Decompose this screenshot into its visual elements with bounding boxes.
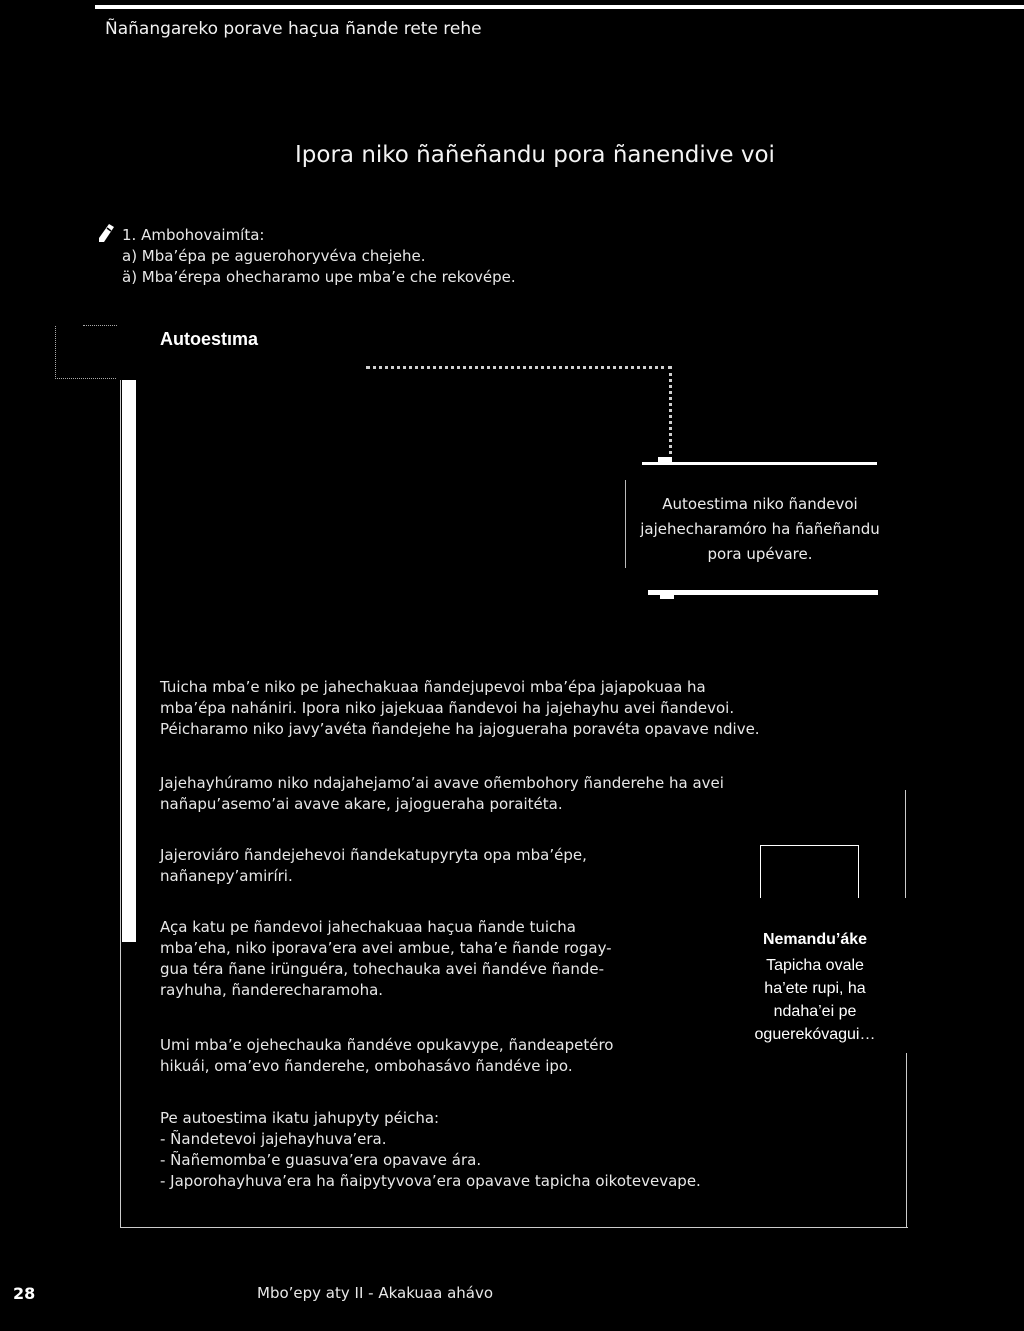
list-item: - Japorohayhuva’era ha ñaipytyvova’era opavave tapicha oikotevevape. [160,1172,701,1190]
section-frame-right-lower [906,1053,907,1228]
paragraph-4 [160,917,612,1001]
paragraph-5 [160,1035,613,1077]
paragraph-line: Jajehayhúramo niko ndajahejamo’ai avave oñembohory ñanderehe ha avei [160,774,724,792]
page-title: Ipora niko ñañeñandu pora ñanendive voi [295,142,775,168]
definition-side-rule [625,480,626,568]
dotted-connector-horizontal [366,366,672,369]
paragraph-line: nañapu’asemo’ai avave akare, jajogueraha poraitéta. [160,795,563,813]
page-number: 28 [13,1284,36,1303]
section-frame-bottom [120,1227,908,1228]
definition-text: Autoestima niko ñandevoi jajehecharamóro ha ñañeñandu pora upévare. [640,495,880,563]
paragraph-2 [160,773,724,815]
paragraph-line: mba’eha, niko iporava’era avei ambue, taha’e ñande rogay- [160,939,612,957]
note-text [720,954,910,1046]
dotted-corner-frame-top [83,325,117,326]
dotted-corner-frame [55,326,116,379]
paragraph-1 [160,677,760,740]
section-frame-right-upper [905,790,906,898]
list-item: - Ñañemomba’e guasuva’era opavave ára. [160,1151,482,1169]
note-title: Nemandu’áke [762,931,868,948]
paragraph-line: Jajeroviáro ñandejehevoi ñandekatupyryta opa mba’épe, [160,846,587,864]
definition-bottom-rule [648,590,878,595]
paragraph-6 [160,1108,701,1192]
paragraph-line: rayhuha, ñanderecharamoha. [160,981,384,999]
section-heading: Autoestıma [160,329,259,349]
note-line: ha’ete rupi, ha [764,980,866,997]
top-rule [95,5,1024,9]
section-frame-left [120,380,121,1228]
paragraph-line: Aça katu pe ñandevoi jahechakuaa haçua ñande tuicha [160,918,577,936]
activity-block [122,225,516,288]
note-frame [760,845,859,898]
running-head: Ñañangareko porave haçua ñande rete rehe [105,19,482,39]
paragraph-line: nañanepy’amiríri. [160,867,293,885]
activity-question-b: ä) Mba’érepa ohecharamo upe mba’e che rekovépe. [122,268,516,286]
paragraph-line: mba’épa nahániri. Ipora niko jajekuaa ñandevoi ha jajehayhu avei ñandevoi. [160,699,735,717]
footer-text: Mbo’epy aty II - Akakuaa ahávo [257,1284,494,1302]
note-line: ndaha’ei pe [773,1003,857,1020]
activity-instruction: 1. Ambohovaimíta: [122,226,265,244]
paragraph-line: Pe autoestima ikatu jahupyty péicha: [160,1109,440,1127]
paragraph-line: Umi mba’e ojehechauka ñandéve opukavype, ñandeapetéro [160,1036,614,1054]
activity-question-a: a) Mba’épa pe aguerohoryvéva chejehe. [122,247,426,265]
paragraph-line: hikuái, oma’evo ñanderehe, ombohasávo ñandéve ipo. [160,1057,573,1075]
paragraph-3 [160,845,587,887]
section-left-bar [122,380,136,942]
paragraph-line: gua téra ñane irünguéra, tohechauka avei ñandéve ñande- [160,960,604,978]
dotted-connector-vertical [669,366,672,454]
definition-top-rule [642,462,877,465]
paragraph-line: Péicharamo niko javy’avéta ñandejehe ha jajogueraha poravéta opavave ndive. [160,720,760,738]
note-line: oguerekóvagui… [754,1026,876,1043]
paragraph-line: Tuicha mba’e niko pe jahechakuaa ñandejupevoi mba’épa jajapokuaa ha [160,678,706,696]
note-line: Tapicha ovale [766,957,864,974]
definition-bottom-cap [660,594,674,599]
pencil-icon [97,223,115,248]
definition-top-cap [658,457,672,463]
list-item: - Ñandetevoi jajehayhuva’era. [160,1130,387,1148]
